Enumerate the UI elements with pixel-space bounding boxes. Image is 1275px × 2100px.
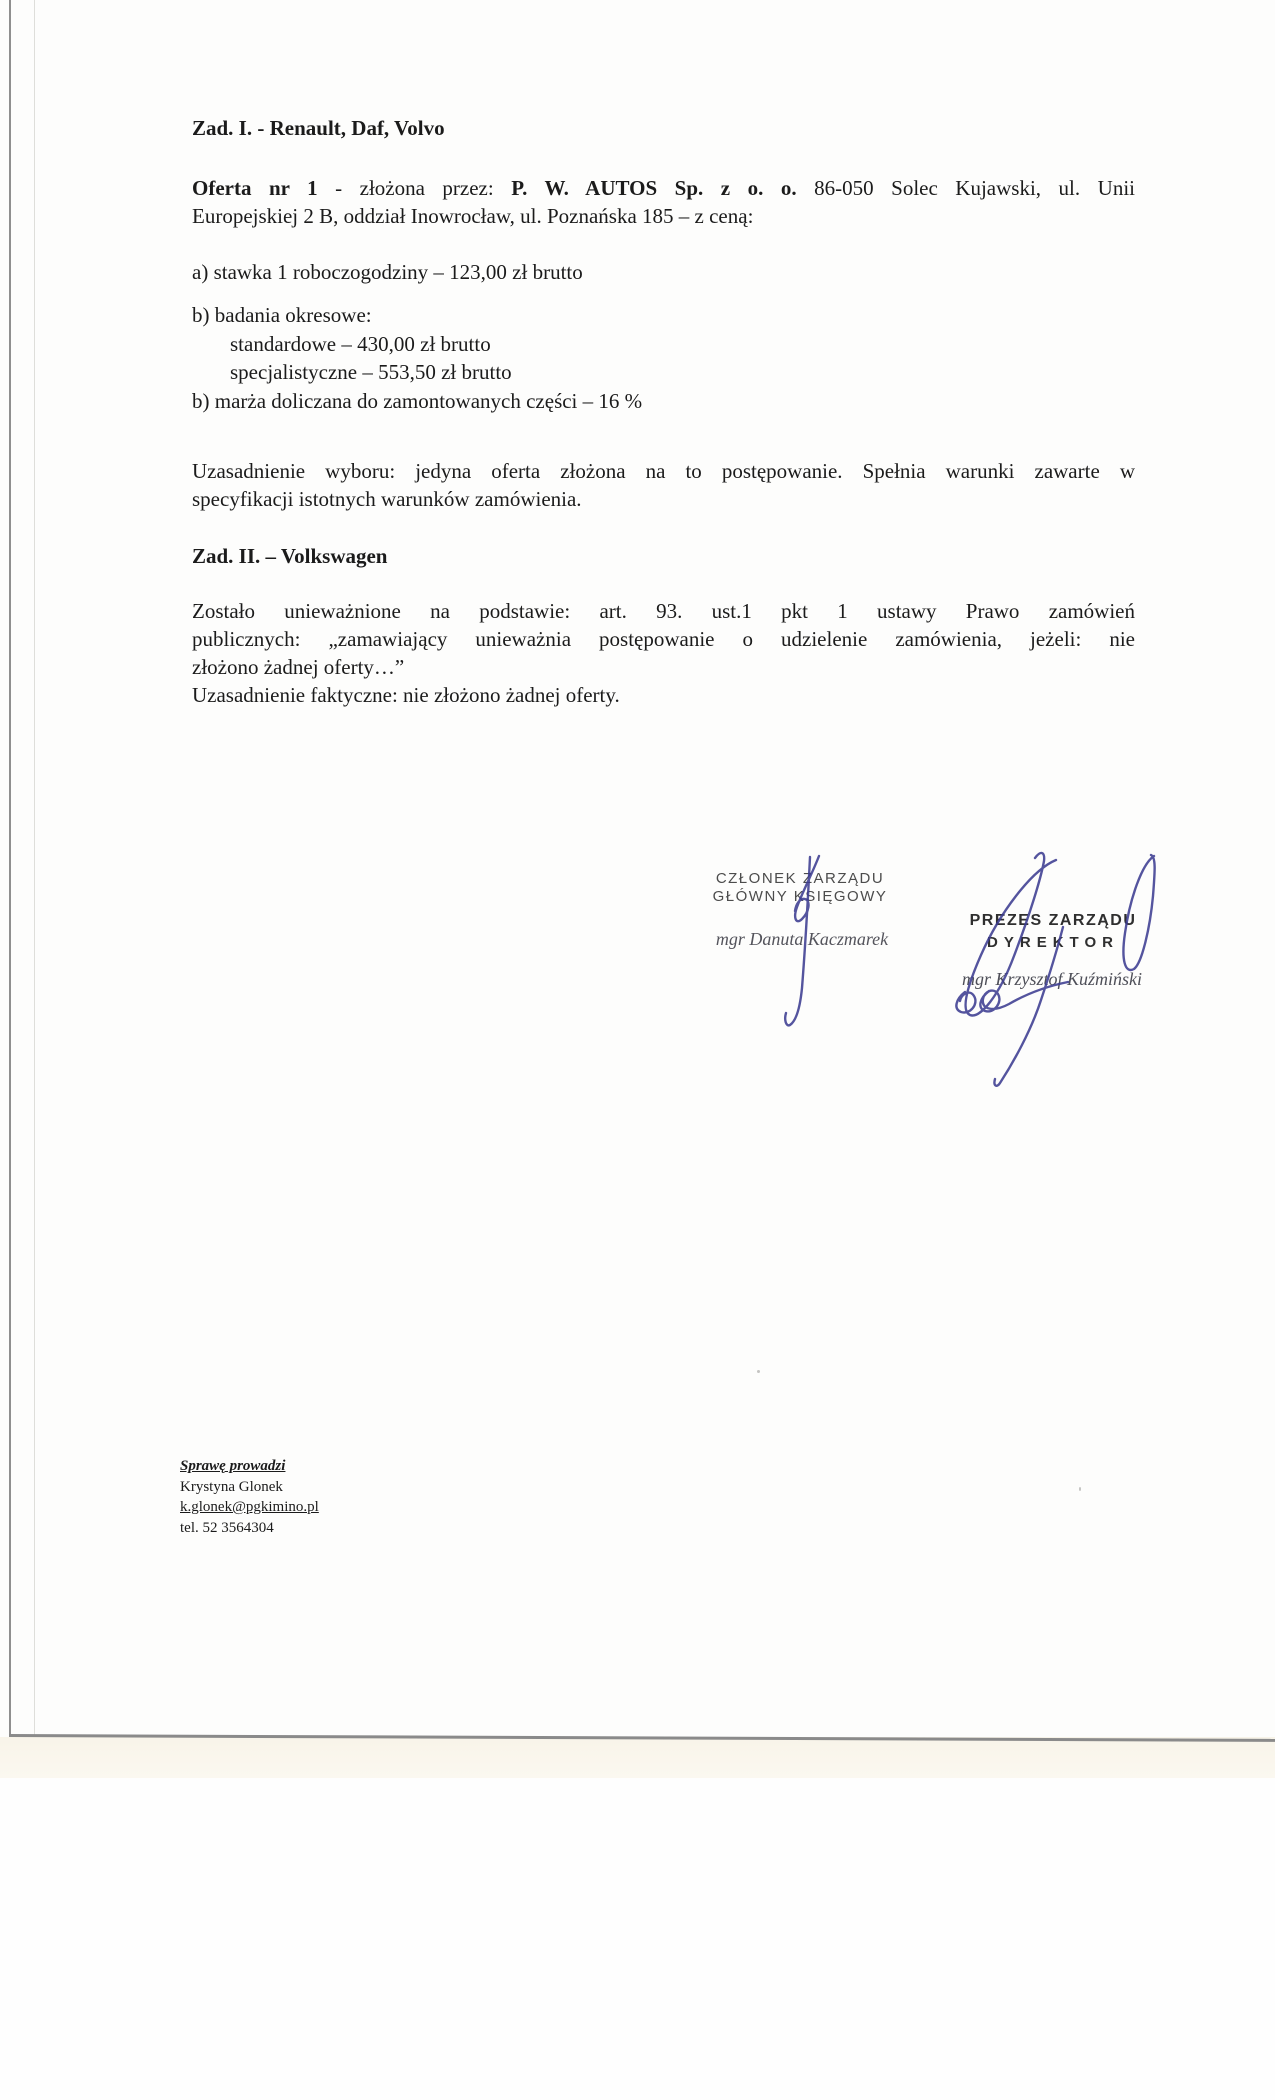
- scan-speck: [1079, 1487, 1081, 1491]
- annulment-line3: złożono żadnej oferty…”: [192, 655, 405, 679]
- signature-danuta-kaczmarek: [785, 856, 819, 1025]
- case-handler-name: Krystyna Glonek: [180, 1478, 283, 1495]
- case-handler-lead: Sprawę prowadzi: [180, 1458, 286, 1474]
- price-item-a: a) stawka 1 roboczogodziny – 123,00 zł brutto: [192, 260, 583, 284]
- price-item-b-sub1: standardowe – 430,00 zł brutto: [230, 331, 491, 356]
- stamp-president-title: PREZES ZARZĄDU: [969, 912, 1137, 929]
- stamp-right-name: mgr Krzysztof Kuźmiński: [961, 969, 1143, 989]
- annulment-line1: Zostało unieważnione na podstawie: art. 93. ust.1 pkt 1 ustawy Prawo zamówień: [192, 599, 1135, 623]
- stamp-left-title2: GŁÓWNY KSIĘGOWY: [712, 887, 888, 905]
- stamp-left-title1: CZŁONEK ZARZĄDU: [715, 870, 885, 887]
- scanner-background-white: [0, 1778, 1275, 2100]
- page-left-fold-line: [34, 0, 35, 1736]
- scan-speck: [757, 1370, 760, 1373]
- stamp-director-title: DYREKTOR: [987, 934, 1119, 951]
- case-handler-phone: tel. 52 3564304: [180, 1519, 274, 1536]
- price-item-b: [192, 301, 1135, 415]
- offer-paragraph: [192, 174, 1135, 230]
- price-item-b-sub2: specjalistyczne – 553,50 zł brutto: [230, 360, 512, 384]
- section1-heading: Zad. I. - Renault, Daf, Volvo: [192, 116, 445, 140]
- case-handler-email: k.glonek@pgkimino.pl: [180, 1499, 319, 1515]
- page-left-edge-line: [9, 0, 11, 1737]
- price-item-b-header: b) badania okresowe:: [192, 303, 372, 327]
- justification-paragraph: [192, 457, 1135, 513]
- section2-heading: Zad. II. – Volkswagen: [192, 544, 388, 568]
- price-item-b2: b) marża doliczana do zamontowanych części – 16 %: [192, 388, 643, 413]
- annulment-line2: publicznych: „zamawiający unieważnia postępowanie o udzielenie zamówienia, jeżeli: nie: [192, 627, 1135, 651]
- annulment-paragraph: [192, 597, 1135, 709]
- case-handler-block: [180, 1456, 319, 1538]
- signature-krzysztof-kuzminski: [956, 853, 1154, 1086]
- offer-number: Oferta nr 1: [192, 176, 318, 200]
- annulment-line4: Uzasadnienie faktyczne: nie złożono żadnej oferty.: [192, 683, 620, 707]
- offer-company: P. W. AUTOS Sp. z o. o.: [511, 176, 797, 200]
- justification-line2: specyfikacji istotnych warunków zamówienia.: [192, 487, 582, 511]
- offer-line2: Europejskiej 2 B, oddział Inowrocław, ul. Poznańska 185 – z ceną:: [192, 204, 754, 228]
- signatures-layer: [680, 840, 1190, 1100]
- justification-line1: Uzasadnienie wyboru: jedyna oferta złożona na to postępowanie. Spełnia warunki zawarte w: [192, 459, 1135, 483]
- offer-line1: Oferta nr 1 - złożona przez: P. W. AUTOS Sp. z o. o. 86-050 Solec Kujawski, ul. Unii: [192, 176, 1135, 200]
- scanner-background-band: [0, 1737, 1275, 1778]
- stamp-left-name: mgr Danuta Kaczmarek: [715, 929, 889, 949]
